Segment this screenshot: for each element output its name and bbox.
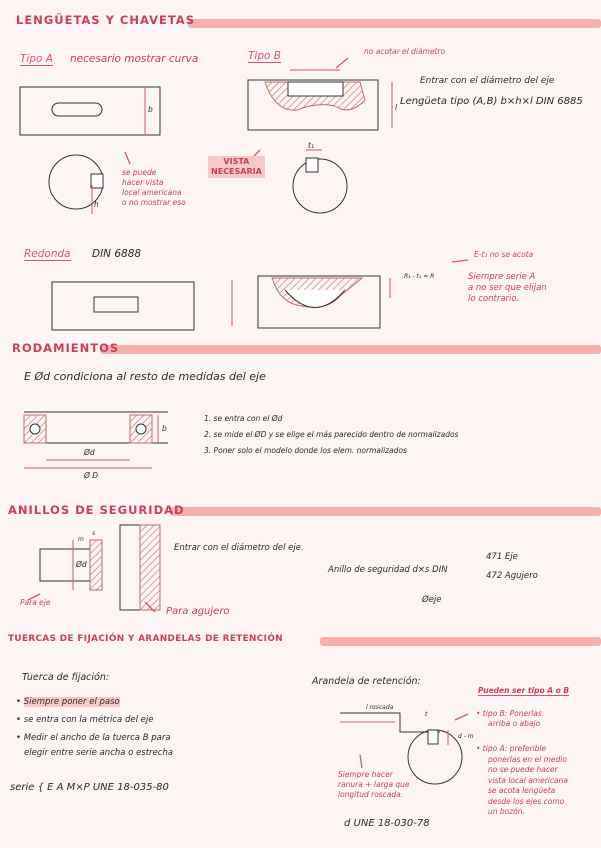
note-e-t1: E-t₁ no se acota [474, 250, 534, 259]
tuerca-bullet-3-text: Medir el ancho de la tuerca B para [23, 733, 171, 743]
label-din-6888: DIN 6888 [92, 248, 142, 260]
section-title-tuercas: TUERCAS DE FIJACIÓN Y ARANDELAS DE RETENCIÓN [8, 634, 283, 644]
label-para-eje: Para eje [20, 598, 51, 607]
se-puede-line-3: local americana [122, 188, 182, 197]
tipo-a-line-1: • tipo A: preferible [476, 744, 547, 753]
anillo-agujero: 472 Agujero [486, 571, 538, 581]
dim-m-ring: m [78, 536, 84, 543]
note-no-acotar: no acotar el diámetro [364, 47, 446, 56]
tipo-a-keyway [52, 103, 102, 116]
tuerca-bullet-2: • se entra con la métrica del eje [16, 715, 154, 725]
tipo-a-shaft [20, 87, 160, 135]
tipo-a-line-4: vista local americana [488, 775, 568, 785]
dim-l: l [395, 103, 398, 112]
redonda-keyway [94, 297, 138, 312]
siempre-line-2: a no ser que elijan [468, 283, 547, 293]
siempre-line-1: Siempre serie A [468, 272, 536, 282]
tipo-b-line-2: arriba o abajo [488, 719, 541, 728]
tuerca-bullet-1: • Siempre poner el paso [16, 697, 120, 707]
dim-d-ring: Ød [76, 560, 87, 569]
tuerca-bullet-3: • Medir el ancho de la tuerca B para [16, 733, 171, 743]
dim-d-bearing: Ød [84, 448, 95, 457]
siempre-line-3: lo contrario. [468, 294, 520, 304]
tipo-a-note: necesario mostrar curva [70, 53, 199, 65]
note-tipo-a [476, 744, 568, 818]
note-tipo-b [476, 709, 542, 729]
ranura-line-2: ranura + larga que [338, 780, 410, 789]
se-puede-line-4: o no mostrar eso [122, 198, 186, 207]
arandela-une: d UNE 18-030-78 [344, 818, 430, 829]
arandela-heading: Arandela de retención: [312, 676, 421, 687]
section-title-lenguetas: LENGÜETAS Y CHAVETAS [16, 13, 195, 27]
anillo-spec: Anillo de seguridad d×s DIN [328, 565, 448, 575]
note-siempre-serie [468, 272, 547, 305]
dim-t-arandela: t [425, 711, 428, 718]
step-1: 1. se entra con el Ød [204, 414, 283, 423]
anillo-eje: 471 Eje [486, 552, 518, 562]
ranura-line-3: longitud roscada. [338, 790, 404, 799]
dim-D-bearing: Ø D [84, 471, 99, 480]
note-se-puede [122, 168, 186, 208]
tuerca-bullet-2-text: se entra con la métrica del eje [23, 715, 154, 725]
section-title-rodamientos: RODAMIENTOS [12, 341, 120, 355]
label-tipo-b: Tipo B [248, 50, 281, 62]
step-2: 2. se mide el ØD y se elige el más parecido dentro de normalizados [204, 430, 459, 439]
se-puede-line-1: se puede [122, 168, 157, 177]
tipo-a-line-3: no se puede hacer [488, 765, 558, 774]
ranura-line-1: Siempre hacer [338, 770, 393, 779]
anillo-oeje: Øeje [422, 595, 442, 605]
tipo-b-section [293, 159, 347, 213]
note-lengueta: Lengüeta tipo (A,B) b×h×l DIN 6885 [400, 96, 583, 107]
dim-b: b [148, 105, 153, 114]
section-title-anillos: ANILLOS DE SEGURIDAD [8, 503, 185, 517]
vista-line-2: NECESARIA [211, 167, 262, 176]
label-redonda: Redonda [24, 248, 71, 260]
label-para-agujero: Para agujero [166, 606, 230, 617]
redonda-shaft [52, 282, 194, 330]
dim-s-ring: s [92, 530, 96, 537]
vista-line-1: VISTA [223, 157, 250, 166]
tuerca-heading: Tuerca de fijación: [22, 672, 110, 683]
dim-l-roscada: l roscada [366, 704, 394, 711]
tipo-b-line-1: • tipo B: Ponerlas [476, 709, 542, 718]
note-vista-necesaria [208, 156, 265, 178]
dim-b-bearing: b [162, 424, 167, 433]
tipo-a-line-6: desde los ejes como [488, 796, 565, 806]
label-tipo-a: Tipo A [20, 53, 53, 65]
tipo-a-line-5: se acota lengüeta [488, 786, 556, 795]
note-siempre-ranura [338, 770, 410, 800]
se-puede-line-2: hacer vista [122, 178, 164, 187]
tuerca-serie: serie { E A M×P UNE 18-035-80 [10, 782, 169, 793]
tipo-a-line-2: ponerlas en el medio [488, 754, 567, 764]
dim-t1: t₁ [308, 141, 314, 150]
dim-d-m: d - m [458, 733, 474, 740]
rodamientos-intro: E Ød condiciona al resto de medidas del eje [24, 370, 266, 383]
step-3: 3. Poner solo el modelo donde los elem. normalizados [204, 446, 407, 455]
dim-rt: R₁ - t₁ = R [404, 273, 435, 280]
dim-h: h [94, 200, 99, 209]
tuerca-bullet-4: elegir entre serie ancha o estrecha [24, 748, 174, 758]
note-pueden-ser: Pueden ser tipo A o B [478, 686, 570, 695]
tuerca-bullet-1-text: Siempre poner el paso [23, 697, 120, 707]
note-entrar: Entrar con el diámetro del eje [420, 76, 555, 86]
tipo-a-line-7: un bozón. [488, 807, 525, 816]
anillos-entrar: Entrar con el diámetro del eje. [174, 543, 304, 553]
